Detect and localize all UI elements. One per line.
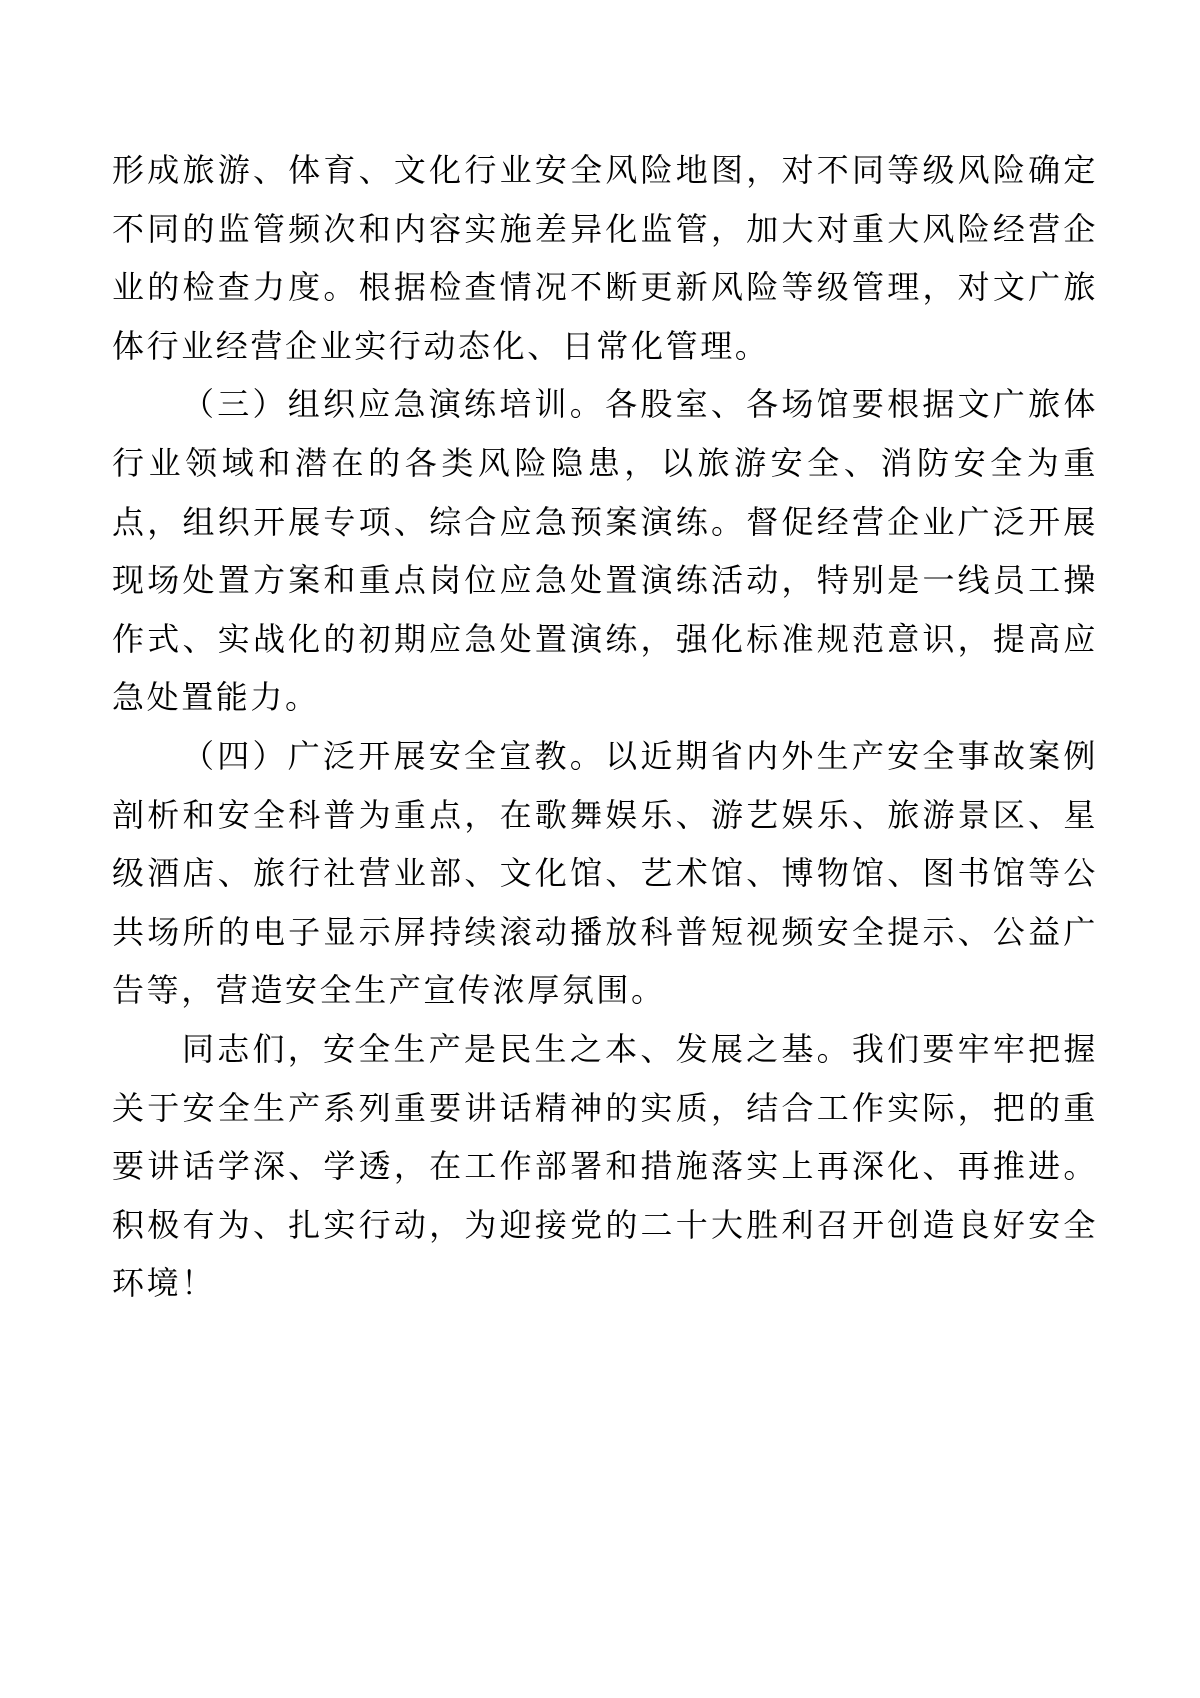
paragraph-section-4: （四）广泛开展安全宣教。以近期省内外生产安全事故案例剖析和安全科普为重点，在歌舞娱乐、游艺娱乐、旅游景区、星级酒店、旅行社营业部、文化馆、艺术馆、博物馆、图书馆等公共场所的电子显示屏持续滚动播放科普短视频安全提示、公益广告等，营造安全生产宣传浓厚氛围。 xyxy=(112,736,1098,1010)
document-body xyxy=(112,141,1098,1313)
paragraph-conclusion: 同志们，安全生产是民生之本、发展之基。我们要牢牢把握关于安全生产系列重要讲话精神的实质，结合工作实际，把的重要讲话学深、学透，在工作部署和措施落实上再深化、再推进。积极有为、扎实行动，为迎接党的二十大胜利召开创造良好安全环境！ xyxy=(112,1029,1098,1303)
paragraph-continuation: 形成旅游、体育、文化行业安全风险地图，对不同等级风险确定不同的监管频次和内容实施差异化监管，加大对重大风险经营企业的检查力度。根据检查情况不断更新风险等级管理，对文广旅体行业经营企业实行动态化、日常化管理。 xyxy=(112,151,1098,365)
paragraph-section-3: （三）组织应急演练培训。各股室、各场馆要根据文广旅体行业领域和潜在的各类风险隐患，以旅游安全、消防安全为重点，组织开展专项、综合应急预案演练。督促经营企业广泛开展现场处置方案和重点岗位应急处置演练活动，特别是一线员工操作式、实战化的初期应急处置演练，强化标准规范意识，提高应急处置能力。 xyxy=(112,385,1098,717)
